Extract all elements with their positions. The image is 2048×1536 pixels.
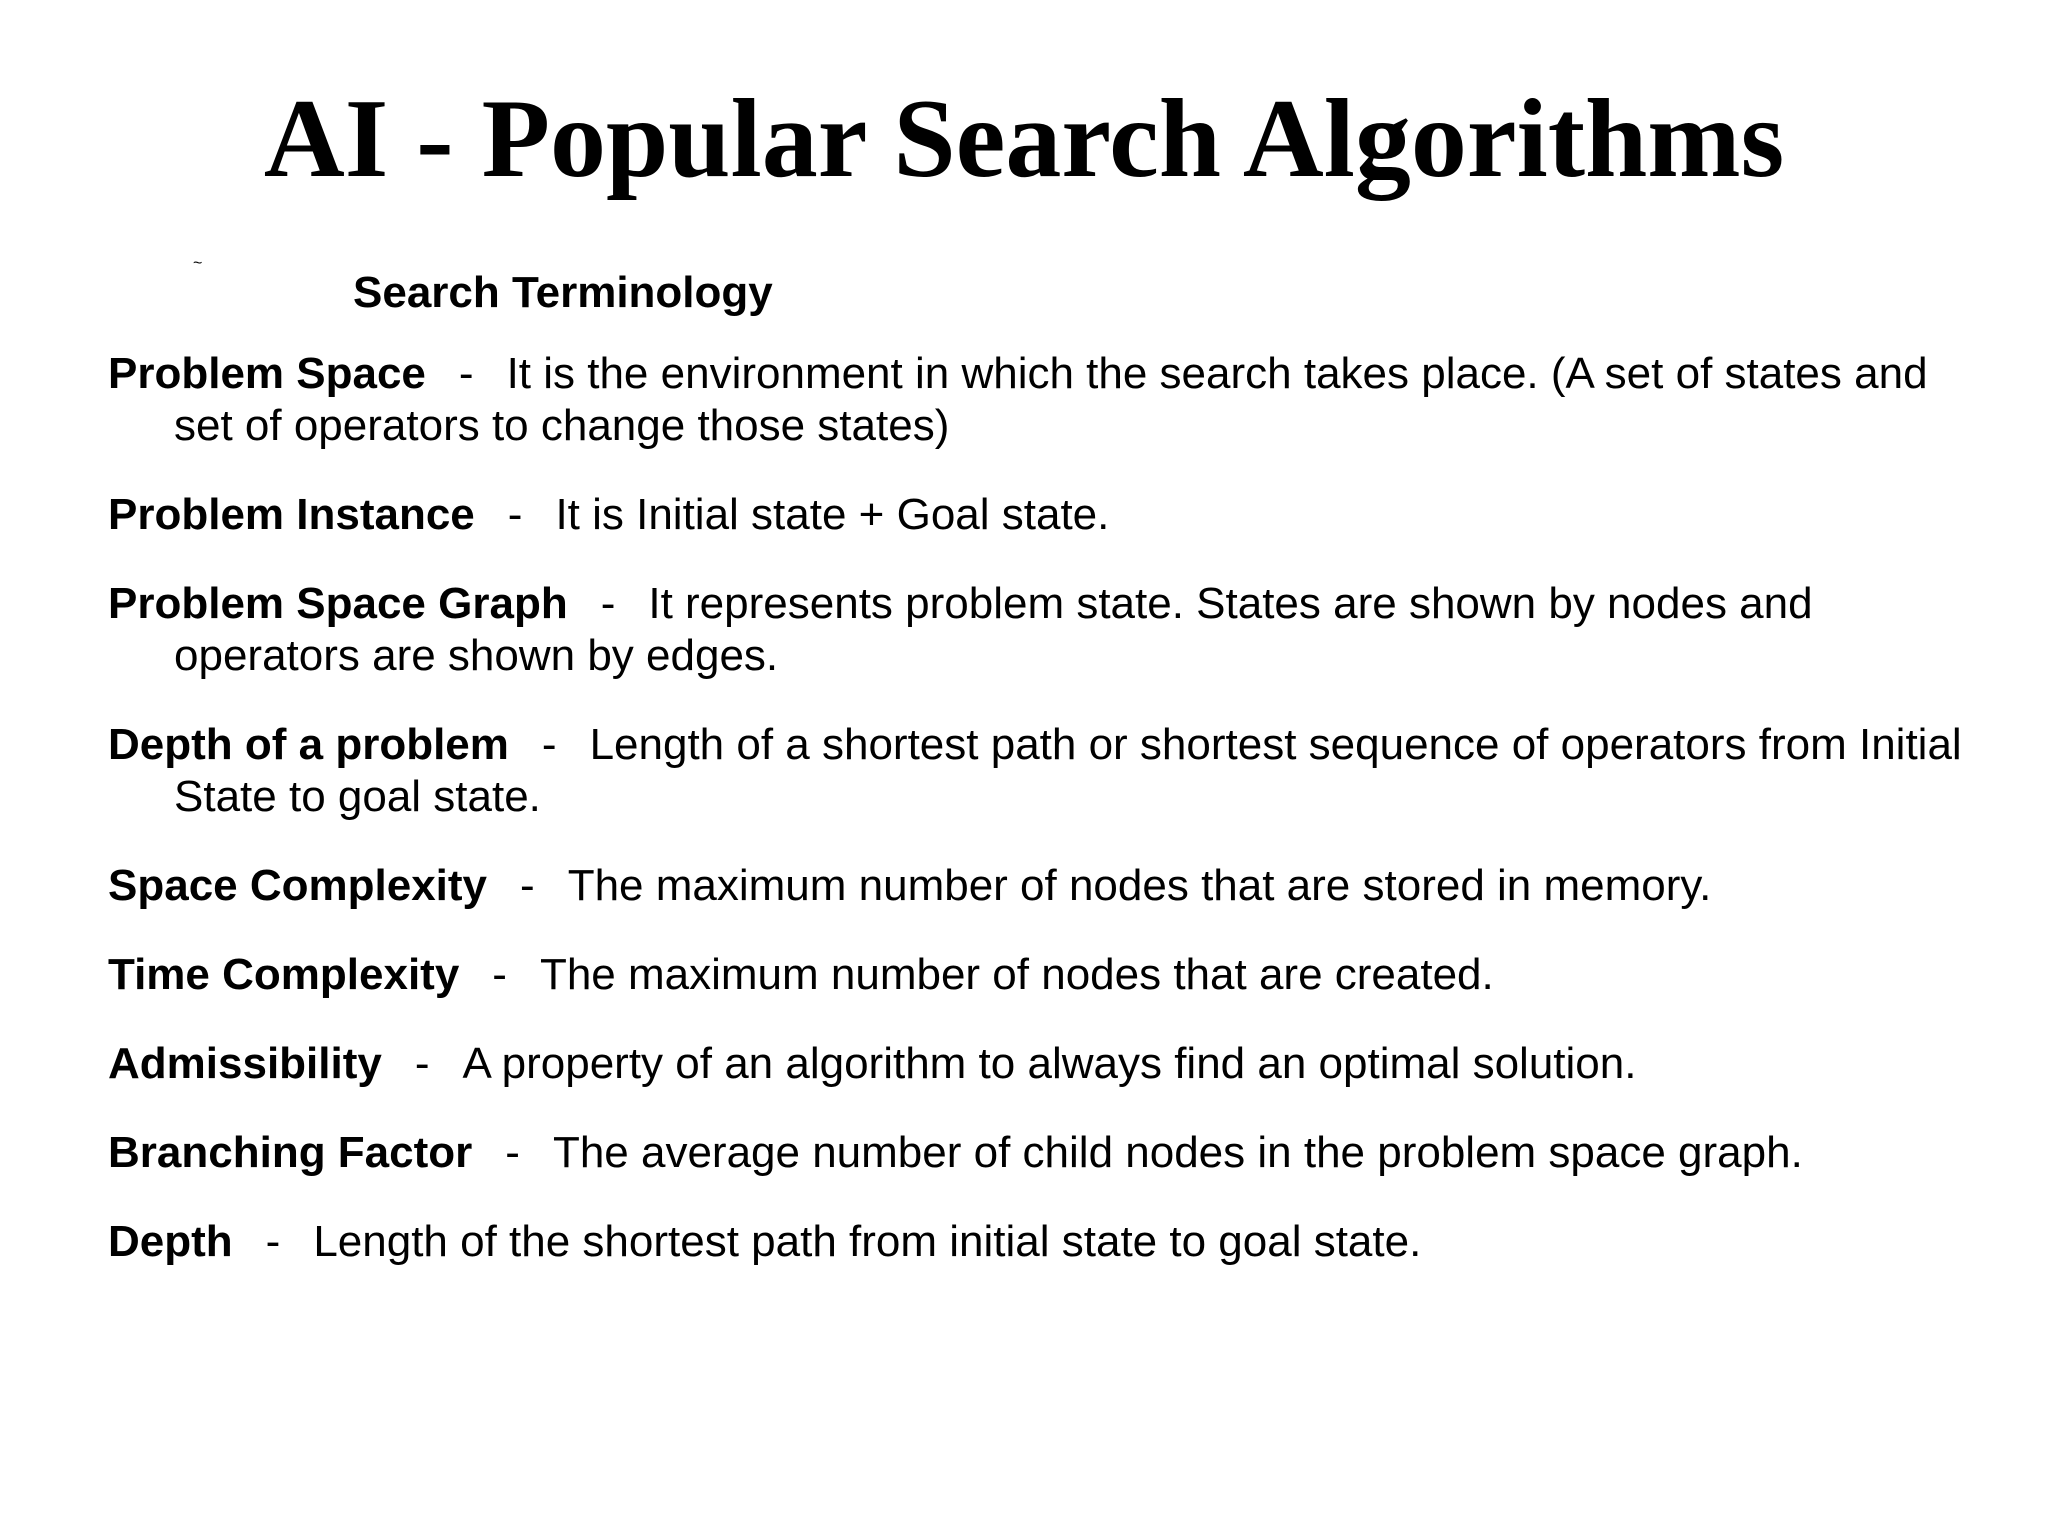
term-definition: It is Initial state + Goal state. [555,490,1110,539]
term-separator: - [492,950,507,999]
term-branching-factor [108,1127,1968,1179]
term-problem-instance [108,489,1968,541]
tilde-mark: ~ [193,255,203,272]
term-definition: It is the environment in which the search takes place. (A set of states and set of operators to change those states) [174,349,1928,450]
term-admissibility [108,1038,1968,1090]
term-problem-space [108,348,1968,452]
slide-title: AI - Popular Search Algorithms [263,77,1785,201]
term-name: Branching Factor [108,1128,473,1177]
term-definition: Length of a shortest path or shortest sequence of operators from Initial State to goal state. [174,720,1962,821]
term-time-complexity [108,949,1968,1001]
terminology-list [108,348,1968,1305]
term-depth [108,1216,1968,1268]
term-name: Space Complexity [108,861,488,910]
term-separator: - [265,1217,281,1266]
term-problem-space-graph [108,578,1968,682]
term-name: Problem Space Graph [108,579,568,628]
term-name: Problem Space [108,349,426,398]
term-separator: - [507,490,523,539]
term-separator: - [520,861,535,910]
term-name: Depth of a problem [108,720,509,769]
term-definition: The maximum number of nodes that are stored in memory. [567,861,1712,910]
term-separator: - [414,1039,430,1088]
term-separator: - [505,1128,520,1177]
term-separator: - [600,579,616,628]
term-separator: - [458,349,474,398]
section-heading: Search Terminology [353,268,773,317]
term-name: Depth [108,1217,233,1266]
term-name: Problem Instance [108,490,475,539]
term-name: Admissibility [108,1039,382,1088]
term-definition: The average number of child nodes in the problem space graph. [552,1128,1803,1177]
term-depth-of-a-problem [108,719,1968,823]
term-definition: The maximum number of nodes that are created. [539,950,1494,999]
term-separator: - [541,720,557,769]
term-definition: It represents problem state. States are shown by nodes and operators are shown by edges. [174,579,1813,680]
term-space-complexity [108,860,1968,912]
term-definition: Length of the shortest path from initial state to goal state. [313,1217,1422,1266]
term-definition: A property of an algorithm to always find an optimal solution. [462,1039,1637,1088]
term-name: Time Complexity [108,950,460,999]
